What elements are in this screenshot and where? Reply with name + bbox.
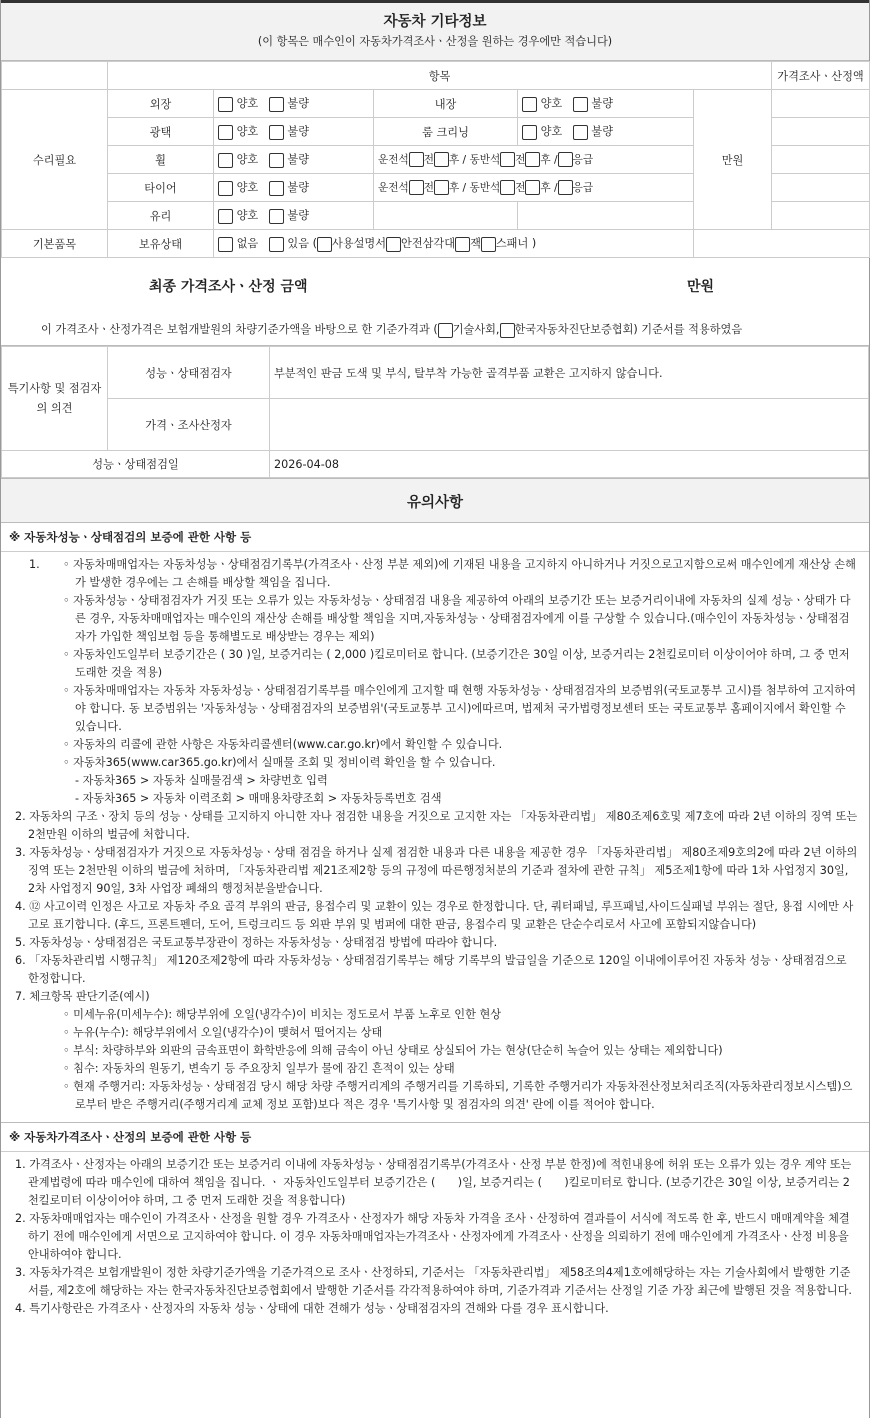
inspection-date-label: 성능ㆍ상태점검일: [2, 451, 270, 478]
perf-inspector-text: 부분적인 판금 도색 및 부식, 탈부착 가능한 골격부품 교환은 고지하지 않습니다.: [270, 347, 869, 399]
items-header: 항목: [108, 62, 772, 90]
section-header: [1, 0, 869, 61]
tire-good-checkbox[interactable]: [218, 181, 233, 196]
wheel-good-checkbox[interactable]: [218, 153, 233, 168]
caution-title: 유의사항: [1, 478, 869, 523]
caution-item: 1. 가격조사ㆍ산정자는 아래의 보증기간 또는 보증거리 이내에 자동차성능ㆍ상태점검기록부(가격조사ㆍ산정 부분 한정)에 적힌내용에 허위 또는 오류가 있는 경우 계약 또는 관계법령에 따라 매수인에 대하여 책임을 집니다. ㆍ 자동차인도일부터 보증기간은 ( )일, 보증거리는 ( )킬로미터로 합니다. (보증기간은 30일 이상, 보증거리는 2천킬로미터 이상이어야 하며, 그 중 먼저 도래한 것을 적용합니다): [15, 1158, 852, 1207]
final-price-unit: 만원: [687, 279, 715, 295]
item-polish: 광택: [108, 118, 214, 146]
tire-emergency-checkbox[interactable]: [558, 180, 573, 195]
caution-bullet: ◦ 자동차인도일부터 보증기간은 ( 30 )일, 보증거리는 ( 2,000 )킬로미터로 합니다. (보증기간은 30일 이상, 보증거리는 2천킬로미터 이상이어야 하며, 그 중 먼저 도래한 것을 적용): [63, 648, 850, 679]
engineers-assoc-checkbox[interactable]: [438, 323, 453, 338]
opinion-table: [1, 346, 869, 478]
wheel-seat-options: 운전석 전 후 / 동반석 전 후 / 응급: [374, 146, 694, 174]
repair-amount-5: [772, 202, 870, 230]
spanner-checkbox[interactable]: [481, 237, 496, 252]
caution-sub-line: - 자동차365 > 자동차 이력조회 > 매매용차량조회 > 자동차등록번호 검색: [75, 792, 442, 805]
tire-passenger-front-checkbox[interactable]: [500, 180, 515, 195]
tire-driver-front-checkbox[interactable]: [409, 180, 424, 195]
caution-item: 5. 자동차성능ㆍ상태점검은 국토교통부장관이 정하는 자동차성능ㆍ상태점검 방법에 따라야 합니다.: [15, 936, 498, 949]
caution-item: 2. 자동차매매업자는 매수인이 가격조사ㆍ산정을 원할 경우 가격조사ㆍ산정자가 해당 자동차 가격을 조사ㆍ산정하여 결과를이 서식에 적도록 한 후, 반드시 매매계약을 체결하기 전에 매수인에게 서면으로 고지하여야 합니다. 이 경우 자동차매매업자는가격조사ㆍ산정자에게 가격조사ㆍ산정을 의뢰하기 전에 매수인에게 가격조사ㆍ산정 비용을 안내하여야 합니다.: [15, 1212, 850, 1261]
repair-table: 항목 가격조사ㆍ산정액 수리필요 외장 양호 불량 내장 양호 불량 만원 광택 양호 불량 룸 크리닝 양호 불량 휠 양호 불량 운전석 전 후 / 동반석 전 후 / 응급 타이어 양호 불량 운전석 전 후 / 동반석 전 후 / 응급 유리 양호 불량 기본품목 보유상태 없음 있음 ( 사용설명서 안전삼각대 잭 스패너 ): [1, 61, 870, 258]
glass-bad-checkbox[interactable]: [269, 209, 284, 224]
final-price-label: 최종 가격조사ㆍ산정 금액: [149, 279, 308, 295]
polish-good-checkbox[interactable]: [218, 125, 233, 140]
item-exterior: 외장: [108, 90, 214, 118]
final-price-section: [1, 258, 869, 346]
page-subtitle: (이 항목은 매수인이 자동차가격조사ㆍ산정을 원하는 경우에만 적습니다): [257, 35, 613, 48]
perf-inspector-label: 성능ㆍ상태점검자: [108, 347, 270, 399]
cleaning-good-checkbox[interactable]: [522, 125, 537, 140]
caution-item: 3. 자동차가격은 보험개발원이 정한 차량기준가액을 기준가격으로 조사ㆍ산정하되, 기준서는 「자동차관리법」 제58조의4제1호에해당하는 자는 기술사회에서 발행한 기준서를, 제2호에 해당하는 자는 한국자동차진단보증협회에서 발행한 기준서를 각각적용하여야 하며, 기준가격과 기준서는 산정일 기준 가장 최근에 발행된 것을 적용합니다.: [15, 1266, 852, 1297]
caution-s1-title: ※ 자동차성능ㆍ상태점검의 보증에 관한 사항 등: [1, 523, 869, 552]
item-glass: 유리: [108, 202, 214, 230]
caution-bullet: ◦ 자동차매매업자는 자동차 자동차성능ㆍ상태점검기록부를 매수인에게 고지할 때 현행 자동차성능ㆍ상태점검자의 보증범위(국토교통부 고시)를 첨부하여 고지하여야 합니다. 동 보증범위는 '자동차성능ㆍ상태점검자의 보증범위'(국토교통부 고시)에따르며, 법제처 국가법령정보센터 또는 국토교통부 홈페이지에서 확인할 수 있습니다.: [63, 684, 856, 733]
item-room-cleaning: 룸 크리닝: [374, 118, 518, 146]
basic-items-label: 기본품목: [2, 230, 108, 258]
basic-has-checkbox[interactable]: [269, 237, 284, 252]
caution-bullet: ◦ 자동차365(www.car365.go.kr)에서 실매물 조회 및 정비이력 확인을 할 수 있습니다.: [63, 756, 496, 769]
caution-item: 2. 자동차의 구조ㆍ장치 등의 성능ㆍ상태를 고지하지 아니한 자나 점검한 내용을 거짓으로 고지한 자는 「자동차관리법」 제80조제6호및 제7호에 따라 2년 이하의 징역 또는 2천만원 이하의 벌금에 처합니다.: [15, 810, 858, 841]
caution-bullet: ◦ 미세누유(미세누수): 해당부위에 오일(냉각수)이 비치는 정도로서 부품 노후로 인한 현상: [63, 1008, 502, 1021]
caution-item: 4. 특기사항란은 가격조사ㆍ산정자의 자동차 성능ㆍ상태에 대한 견해가 성능ㆍ상태점검자의 견해와 다를 경우 표시합니다.: [15, 1302, 609, 1315]
item-wheel: 휠: [108, 146, 214, 174]
interior-bad-checkbox[interactable]: [573, 97, 588, 112]
exterior-bad-checkbox[interactable]: [269, 97, 284, 112]
repair-amount-2: [772, 118, 870, 146]
basic-status-label: 보유상태: [108, 230, 214, 258]
repair-unit: 만원: [694, 90, 772, 230]
inspection-date: 2026-04-08: [270, 451, 869, 478]
cleaning-bad-checkbox[interactable]: [573, 125, 588, 140]
caution-bullet: ◦ 부식: 차량하부와 외판의 금속표면이 화학반응에 의해 금속이 아닌 상태로 상실되어 가는 현상(단순히 녹슬어 있는 상태는 제외합니다): [63, 1044, 723, 1057]
tire-seat-options: 운전석 전 후 / 동반석 전 후 / 응급: [374, 174, 694, 202]
wheel-passenger-front-checkbox[interactable]: [500, 152, 515, 167]
caution-s2-body: [1, 1152, 869, 1326]
price-col-header: 가격조사ㆍ산정액: [772, 62, 870, 90]
caution-bullet: ◦ 누유(누수): 해당부위에서 오일(냉각수)이 맺혀서 떨어지는 상태: [63, 1026, 383, 1039]
repair-amount-1: [772, 90, 870, 118]
caution-s2-title: ※ 자동차가격조사ㆍ산정의 보증에 관한 사항 등: [1, 1123, 869, 1152]
basic-items-options: 없음 있음 ( 사용설명서 안전삼각대 잭 스패너 ): [214, 230, 694, 258]
wheel-emergency-checkbox[interactable]: [558, 152, 573, 167]
exterior-good-checkbox[interactable]: [218, 97, 233, 112]
caution-bullet: ◦ 자동차매매업자는 자동차성능ㆍ상태점검기록부(가격조사ㆍ산정 부분 제외)에 기재된 내용을 고지하지 아니하거나 거짓으로고지함으로써 매수인에게 재산상 손해가 발생한 경우에는 그 손해를 배상할 책임을 집니다.: [63, 558, 856, 589]
wheel-passenger-rear-checkbox[interactable]: [525, 152, 540, 167]
caution-bullet: ◦ 현재 주행거리: 자동차성능ㆍ상태점검 당시 해당 차량 주행거리계의 주행거리를 기록하되, 기록한 주행거리가 자동차전산정보처리조직(자동차관리정보시스템)으로부터 받은 주행거리(주행거리계 교체 정보 포함)보다 적은 경우 '특기사항 및 점검자의 의견' 란에 이를 적어야 합니다.: [63, 1080, 853, 1111]
caution-bullet: ◦ 자동차의 리콜에 관한 사항은 자동차리콜센터(www.car.go.kr)에서 확인할 수 있습니다.: [63, 738, 503, 751]
caution-bullet: ◦ 침수: 자동차의 원동기, 변속기 등 주요장치 일부가 물에 잠긴 흔적이 있는 상태: [63, 1062, 455, 1075]
repair-amount-3: [772, 146, 870, 174]
caution-item: 6. 「자동차관리법 시행규칙」 제120조제2항에 따라 자동차성능ㆍ상태점검기록부는 해당 기록부의 발급일을 기준으로 120일 이내에이루어진 자동차 성능ㆍ상태점검으로 한정합니다.: [15, 954, 847, 985]
wheel-driver-rear-checkbox[interactable]: [434, 152, 449, 167]
polish-bad-checkbox[interactable]: [269, 125, 284, 140]
caution-sub-line: - 자동차365 > 자동차 실매물검색 > 차량번호 입력: [75, 774, 328, 787]
price-assessor-label: 가격ㆍ조사산정자: [108, 399, 270, 451]
item-tire: 타이어: [108, 174, 214, 202]
glass-good-checkbox[interactable]: [218, 209, 233, 224]
price-assessor-text: [270, 399, 869, 451]
kadsa-checkbox[interactable]: [500, 323, 515, 338]
interior-good-checkbox[interactable]: [522, 97, 537, 112]
wheel-driver-front-checkbox[interactable]: [409, 152, 424, 167]
repair-amount-4: [772, 174, 870, 202]
tire-passenger-rear-checkbox[interactable]: [525, 180, 540, 195]
wheel-bad-checkbox[interactable]: [269, 153, 284, 168]
manual-checkbox[interactable]: [317, 237, 332, 252]
opinion-label: 특기사항 및 점검자의 의견: [2, 347, 108, 451]
basic-none-checkbox[interactable]: [218, 237, 233, 252]
triangle-checkbox[interactable]: [386, 237, 401, 252]
tire-driver-rear-checkbox[interactable]: [434, 180, 449, 195]
tire-bad-checkbox[interactable]: [269, 181, 284, 196]
caution-item: 7. 체크항목 판단기준(예시): [15, 990, 150, 1003]
caution-item: 3. 자동차성능ㆍ상태점검자가 거짓으로 자동차성능ㆍ상태 점검을 하거나 실제 점검한 내용과 다른 내용을 제공한 경우 「자동차관리법」 제80조제9호의2에 따라 2년 이하의 징역 또는 2천만원 이하의 벌금에 처하며, 「자동차관리법 제21조제2항 등의 규정에 따른행정처분의 기준과 절차에 관한 규칙」 제5조제1항에 따라 1차 사업정지 30일, 2차 사업정지 90일, 3차 사업장 폐쇄의 행정처분을받습니다.: [15, 846, 858, 895]
caution-s1-body: 1. ◦ 자동차매매업자는 자동차성능ㆍ상태점검기록부(가격조사ㆍ산정 부분 제외)에 기재된 내용을 고지하지 아니하거나 거짓으로고지함으로써 매수인에게 재산상 손해가 발생한 경우에는 그 손해를 배상할 책임을 집니다. ◦ 자동차성능ㆍ상태점검자가 거짓 또는 오류가 있는 자동차성능ㆍ상태점검 내용을 제공하여 아래의 보증기간 또는 보증거리이내에 자동차의 실제 성능ㆍ상태가 다른 경우, 자동차매매업자는 매수인의 재산상 손해를 배상할 책임을 지며,자동차성능ㆍ상태점검자에게 이를 구상할 수 있습니다.(매수인이 자동차성능ㆍ상태점검자가 가입한 책임보험 등을 통해별도로 배상받는 경우는 제외) ◦ 자동차인도일부터 보증기간은 ( 30 )일, 보증거리는 ( 2,000 )킬로미터로 합니다. (보증기간은 30일 이상, 보증거리는 2천킬로미터 이상이어야 하며, 그 중 먼저 도래한 것을 적용) ◦ 자동차매매업자는 자동차 자동차성능ㆍ상태점검기록부를 매수인에게 고지할 때 현행 자동차성능ㆍ상태점검자의 보증범위(국토교통부 고시)를 첨부하여 고지하여야 합니다. 동 보증범위는 '자동차성능ㆍ상태점검자의 보증범위'(국토교통부 고시)에따르며, 법제처 국가법령정보센터 또는 국토교통부 홈페이지에서 확인할 수 있습니다. ◦ 자동차의 리콜에 관한 사항은 자동차리콜센터(www.car.go.kr)에서 확인할 수 있습니다. ◦ 자동차365(www.car365.go.kr)에서 실매물 조회 및 정비이력 확인을 할 수 있습니다. - 자동차365 > 자동차 실매물검색 > 차량번호 입력 - 자동차365 > 자동차 이력조회 > 매매용차량조회 > 자동차등록번호 검색 2. 자동차의 구조ㆍ장치 등의 성능ㆍ상태를 고지하지 아니한 자나 점검한 내용을 거짓으로 고지한 자는 「자동차관리법」 제80조제6호및 제7호에 따라 2년 이하의 징역 또는 2천만원 이하의 벌금에 처합니다. 3. 자동차성능ㆍ상태점검자가 거짓으로 자동차성능ㆍ상태 점검을 하거나 실제 점검한 내용과 다른 내용을 제공한 경우 「자동차관리법」 제80조제9호의2에 따라 2년 이하의 징역 또는 2천만원 이하의 벌금에 처하며, 「자동차관리법 제21조제2항 등의 규정에 따른행정처분의 기준과 절차에 관한 규칙」 제5조제1항에 따라 1차 사업정지 30일, 2차 사업정지 90일, 3차 사업장 폐쇄의 행정처분을받습니다. 4. ⑫ 사고이력 인정은 사고로 자동차 주요 골격 부위의 판금, 용접수리 및 교환이 있는 경우로 한정합니다. 단, 쿼터패널, 루프패널,사이드실패널 부위는 절단, 용접 시에만 사고로 표기합니다. (후드, 프론트펜더, 도어, 트렁크리드 등 외판 부위 및 범퍼에 대한 판금, 용접수리 및 교환은 단순수리로서 사고에 포함되지않습니다) 5. 자동차성능ㆍ상태점검은 국토교통부장관이 정하는 자동차성능ㆍ상태점검 방법에 따라야 합니다. 6. 「자동차관리법 시행규칙」 제120조제2항에 따라 자동차성능ㆍ상태점검기록부는 해당 기록부의 발급일을 기준으로 120일 이내에이루어진 자동차 성능ㆍ상태점검으로 한정합니다. 7. 체크항목 판단기준(예시) ◦ 미세누유(미세누수): 해당부위에 오일(냉각수)이 비치는 정도로서 부품 노후로 인한 현상 ◦ 누유(누수): 해당부위에서 오일(냉각수)이 맺혀서 떨어지는 상태 ◦ 부식: 차량하부와 외판의 금속표면이 화학반응에 의해 금속이 아닌 상태로 상실되어 가는 현상(단순히 녹슬어 있는 상태는 제외합니다) ◦ 침수: 자동차의 원동기, 변속기 등 주요장치 일부가 물에 잠긴 흔적이 있는 상태 ◦ 현재 주행거리: 자동차성능ㆍ상태점검 당시 해당 차량 주행거리계의 주행거리를 기록하되, 기록한 주행거리가 자동차전산정보처리조직(자동차관리정보시스템)으로부터 받은 주행거리(주행거리계 교체 정보 포함)보다 적은 경우 '특기사항 및 점검자의 의견' 란에 이를 적어야 합니다.: [1, 552, 869, 1122]
caution-bullet: ◦ 자동차성능ㆍ상태점검자가 거짓 또는 오류가 있는 자동차성능ㆍ상태점검 내용을 제공하여 아래의 보증기간 또는 보증거리이내에 자동차의 실제 성능ㆍ상태가 다른 경우, 자동차매매업자는 매수인의 재산상 손해를 배상할 책임을 지며,자동차성능ㆍ상태점검자에게 이를 구상할 수 있습니다.(매수인이 자동차성능ㆍ상태점검자가 가입한 책임보험 등을 통해별도로 배상받는 경우는 제외): [63, 594, 851, 643]
final-price-note: 이 가격조사ㆍ산정가격은 보험개발원의 차량기준가액을 바탕으로 한 기준가격과 ( 기술사회, 한국자동차진단보증협회) 기준서를 적용하였음: [41, 323, 743, 336]
caution-item: 4. ⑫ 사고이력 인정은 사고로 자동차 주요 골격 부위의 판금, 용접수리 및 교환이 있는 경우로 한정합니다. 단, 쿼터패널, 루프패널,사이드실패널 부위는 절단, 용접 시에만 사고로 표기합니다. (후드, 프론트펜더, 도어, 트렁크리드 등 외판 부위 및 범퍼에 대한 판금, 용접수리 및 교환은 단순수리로서 사고에 포함되지않습니다): [15, 900, 854, 931]
item-interior: 내장: [374, 90, 518, 118]
jack-checkbox[interactable]: [455, 237, 470, 252]
repair-label: 수리필요: [2, 90, 108, 230]
page-title: 자동차 기타정보: [383, 14, 487, 30]
